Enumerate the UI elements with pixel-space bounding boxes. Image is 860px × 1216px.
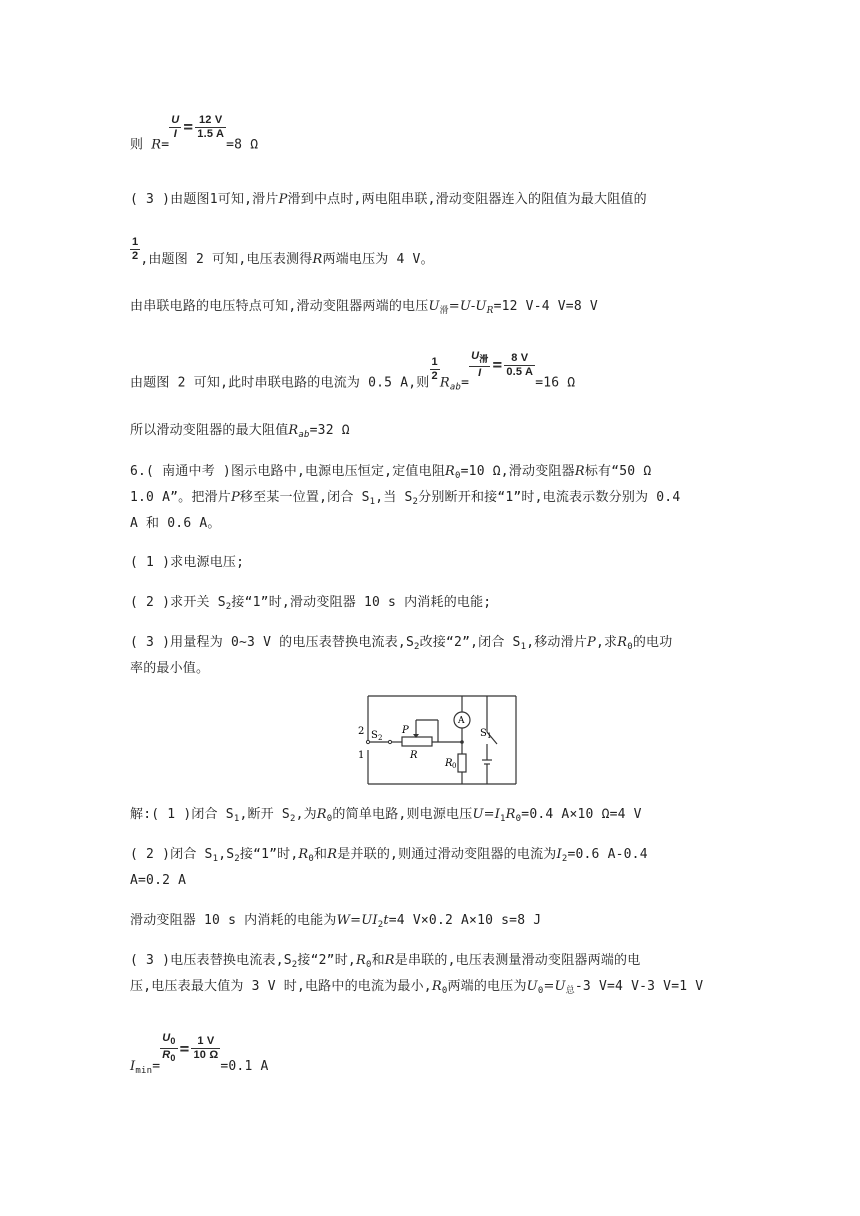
text: =	[161, 137, 170, 153]
line-half: $\frac{1}{2}$ ,由题图 2 可知,电压表测得R两端电压为 4 V。	[132, 236, 434, 267]
text: =8 Ω	[226, 137, 259, 153]
answer-3-line1: ( 3 )电压表替换电流表$,S_2$接“2”时$,R_0$和R是串联的,电压表测量滑动变阻器两端的电	[130, 953, 641, 970]
sub-question-3-line1: ( 3 )用量程为 0~3 V 的电压表替换电流表$,S_2$改接“2”,闭合 $S_1$,移动滑片P,求$R_0$的电功	[130, 635, 673, 652]
line-r-result: 则 R= $\frac{U}{I}$ = $\frac{12 V}{1.5 A}$ =8 Ω	[130, 113, 259, 153]
fraction-values: $\frac{12 V}{1.5 A}$	[197, 113, 225, 140]
circuit-diagram	[352, 692, 522, 792]
sub-question-3-line2: 率的最小值。	[130, 661, 210, 676]
answer-3-min-current: $I_{min}=$ $\frac{U_0}{R_0}$ = $\frac{1 V}{10 \Omega}$ =0.1 A	[130, 1032, 269, 1076]
fraction-half: $\frac{1}{2}$	[431, 355, 438, 382]
s2-sub: 2	[378, 734, 383, 742]
terminal-1-label: 1	[358, 750, 365, 761]
fraction-u-over-i: $\frac{U}{I}$	[171, 113, 180, 140]
answer-2-line2: A=0.2 A	[130, 873, 187, 888]
line-series-voltage: 由串联电路的电压特点可知,滑动变阻器两端的电压$U_滑=U-U_R=12$ V-4 V=8 V	[130, 299, 598, 316]
question-6-line1: 6.( 南通中考 )图示电路中,电源电压恒定,定值电阻$R_0=10$ Ω,滑动变阻器R标有“50 Ω	[130, 464, 652, 481]
sub-question-1: ( 1 )求电源电压;	[130, 555, 245, 570]
fraction-u-over-i: $\frac{U_滑}{I}$	[471, 350, 489, 379]
var: R	[151, 137, 162, 153]
terminal-2-label: 2	[358, 726, 365, 737]
fraction-values: $\frac{8 V}{0.5 A}$	[506, 351, 534, 378]
s1-sub: 1	[487, 732, 492, 740]
sub-question-2: ( 2 )求开关 $S_2$接“1”时,滑动变阻器 10 s 内消耗的电能;	[130, 595, 492, 612]
fraction-values: $\frac{1 V}{10 \Omega}$	[193, 1035, 219, 1061]
answer-2-line1: ( 2 )闭合 $S_1,S_2$接“1”时$,R_0$和R是并联的,则通过滑动变阻器的电流为$I_2=0.6$ A-0.4	[130, 847, 648, 864]
r0-sub: 0	[452, 762, 457, 770]
fraction-half: $\frac{1}{2}$	[132, 236, 139, 262]
line-current: 由题图 2 可知,此时串联电路的电流为 0.5 A,则 $\frac{1}{2}$ $R_{ab}=$ $\frac{U_滑}{I}$ = $\frac{8 V}{0.5 A}$ =16 Ω	[130, 350, 576, 393]
ammeter-label: A	[458, 716, 465, 726]
line-step3-intro: ( 3 )由题图1可知,滑片P滑到中点时,两电阻串联,滑动变阻器连入的阻值为最大阻值的	[130, 192, 647, 207]
answer-1: 解:( 1 )闭合 $S_1$,断开 $S_2$,为$R_0$的简单电路,则电源电压$U=I_1R_0=0.4$ A×10 Ω=4 V	[130, 807, 642, 824]
s2-label: S	[371, 730, 378, 741]
fraction-u0-over-r0: $\frac{U_0}{R_0}$	[162, 1032, 176, 1063]
question-6-line2: 1.0 A”。把滑片P移至某一位置,闭合 $S_1$,当 $S_2$分别断开和接“1”时,电流表示数分别为 0.4	[130, 490, 681, 507]
slider-p-label: P	[402, 725, 409, 736]
line-max-resistance: 所以滑动变阻器的最大阻值$R_{ab}=32$ Ω	[130, 423, 350, 440]
s1-label: S	[480, 728, 487, 739]
rheostat-r-label: R	[410, 750, 418, 761]
answer-3-line2: 压,电压表最大值为 3 V 时,电路中的电流为最小$,R_0$两端的电压为$U_0=U_总-3$ V=4 V-3 V=1 V	[130, 979, 704, 996]
answer-2-energy: 滑动变阻器 10 s 内消耗的电能为$W=UI_2t=4$ V×0.2 A×10 s=8 J	[130, 913, 542, 930]
text: 则	[130, 137, 144, 153]
question-6-line3: A 和 0.6 A。	[130, 516, 221, 531]
r0-label: R	[445, 758, 453, 769]
